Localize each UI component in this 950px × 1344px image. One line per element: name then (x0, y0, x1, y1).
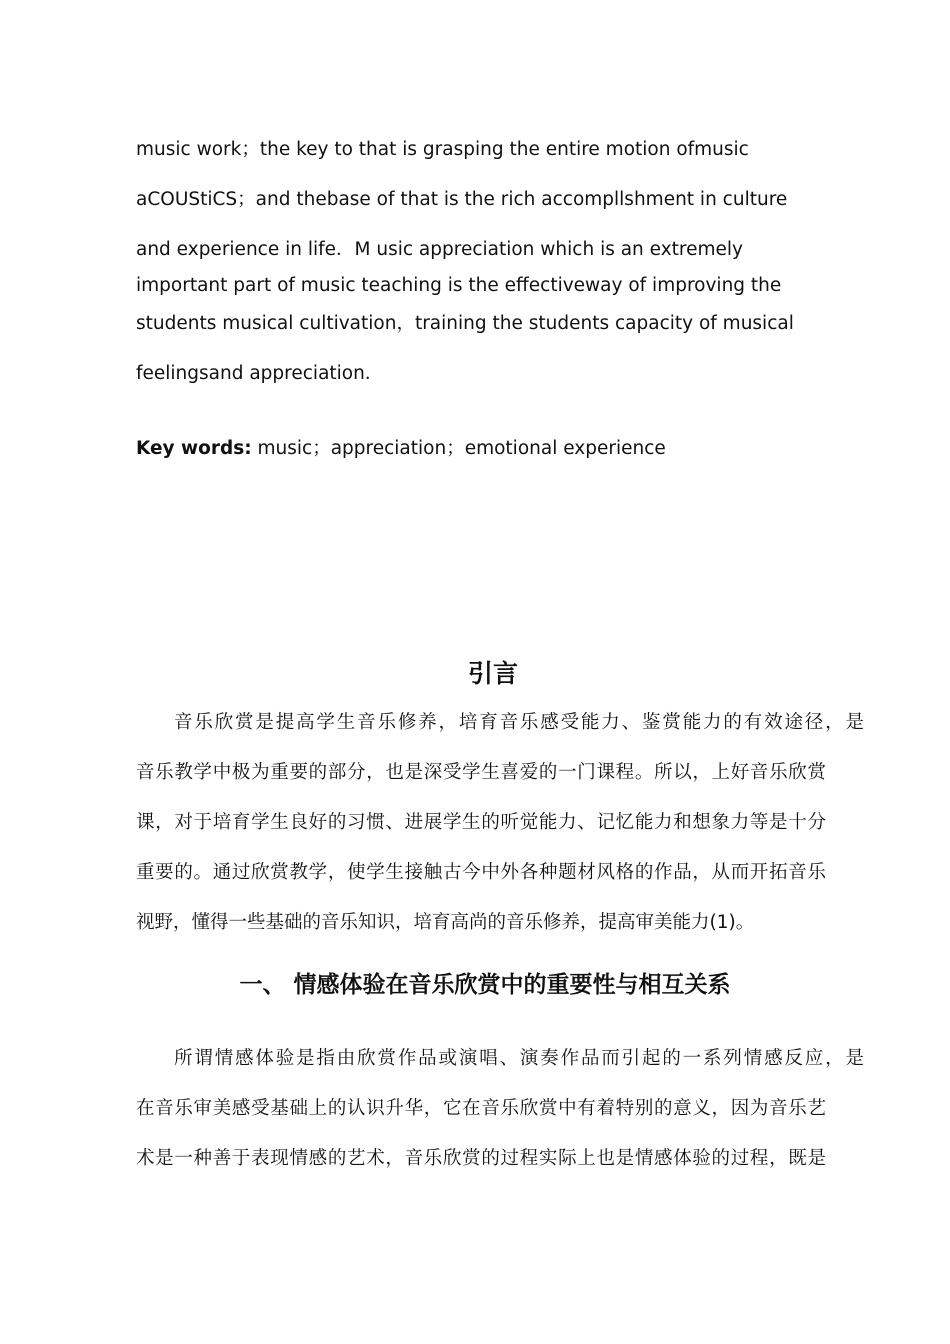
abstract-line-3: and experience in life．M usic appreciation which is an extremely (136, 239, 743, 260)
section1-line-3: 术是一种善于表现情感的艺术，音乐欣赏的过程实际上也是情感体验的过程，既是 (136, 1148, 826, 1169)
intro-line-1: 音乐欣赏是提高学生音乐修养，培育音乐感受能力、鉴赏能力的有效途径，是 (174, 712, 864, 733)
intro-line-5: 视野，懂得一些基础的音乐知识，培育高尚的音乐修养，提高审美能力(1)。 (136, 912, 755, 933)
keywords-label: Key words: (136, 438, 252, 459)
abstract-line-6: feelingsand appreciation． (136, 363, 384, 384)
section1-line-2: 在音乐审美感受基础上的认识升华，它在音乐欣赏中有着特别的意义，因为音乐艺 (136, 1098, 826, 1119)
abstract-line-1: music work；the key to that is grasping the entire motion ofmusic (136, 139, 749, 160)
keywords (136, 437, 666, 461)
section1-line-1: 所谓情感体验是指由欣赏作品或演唱、演奏作品而引起的一系列情感反应，是 (174, 1048, 864, 1069)
abstract-line-5: students musical cultivation，training the students capacity of musical (136, 313, 794, 334)
intro-heading: 引言 (467, 659, 518, 688)
intro-line-2: 音乐教学中极为重要的部分，也是深受学生喜爱的一门课程。所以，上好音乐欣赏 (136, 762, 826, 783)
keywords-value: music；appreciation；emotional experience (251, 438, 666, 459)
intro-line-3: 课，对于培育学生良好的习惯、进展学生的听觉能力、记忆能力和想象力等是十分 (136, 812, 826, 833)
section1-heading: 一、 情感体验在音乐欣赏中的重要性与相互关系 (239, 972, 731, 998)
intro-line-4: 重要的。通过欣赏教学，使学生接触古今中外各种题材风格的作品，从而开拓音乐 (136, 862, 826, 883)
abstract-line-4: important part of music teaching is the effectiveway of improving the (136, 275, 782, 296)
abstract-line-2: aCOUStiCS；and thebase of that is the rich accompllshment in culture (136, 189, 788, 210)
